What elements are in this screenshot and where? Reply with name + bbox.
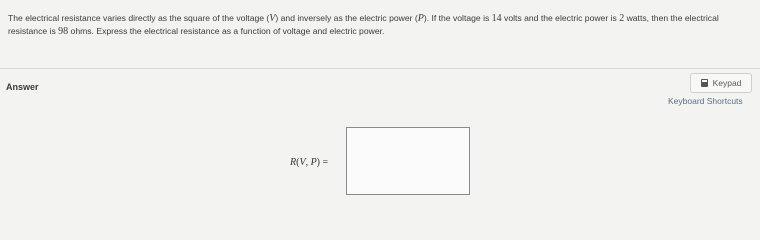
resistance-value: 98 [58, 26, 69, 37]
question-part: ohms. Express the electrical resistance as a function of voltage and electric power. [68, 26, 385, 36]
question-text [8, 12, 756, 38]
voltage-symbol: V [269, 13, 276, 24]
question-part: volts and the electric power is [501, 13, 620, 23]
keypad-button[interactable] [690, 73, 752, 93]
question-part: ). If the voltage is [423, 13, 492, 23]
keypad-label: Keypad [712, 78, 742, 88]
question-part: watts, then the electrical resistance is [8, 13, 719, 36]
answer-input[interactable] [346, 127, 470, 195]
power-value: 2 [619, 13, 625, 24]
question-part: The electrical resistance varies directly as the square of the voltage ( [8, 13, 270, 23]
answer-label: Answer [6, 82, 39, 92]
section-divider [0, 68, 760, 69]
function-expression-label: R(V, P) = [290, 157, 329, 168]
keypad-icon [701, 79, 708, 87]
question-part: ) and inversely as the electric power ( [275, 13, 418, 23]
keyboard-shortcuts-link[interactable]: Keyboard Shortcuts [668, 96, 743, 106]
power-symbol: P [417, 13, 424, 24]
voltage-value: 14 [491, 13, 502, 24]
